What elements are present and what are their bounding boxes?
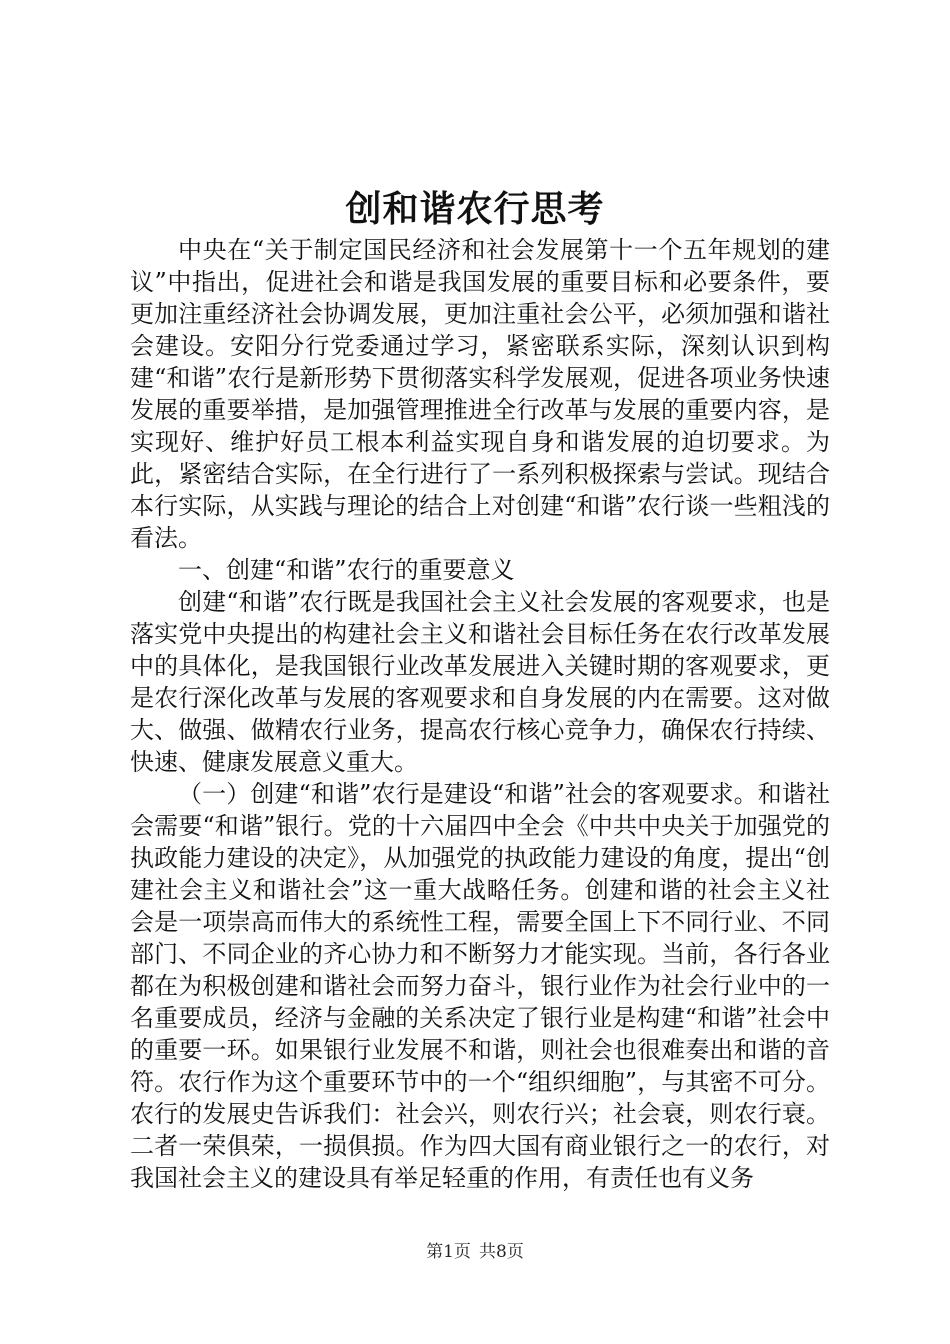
page-total: 共8页 [479,1242,524,1262]
document-title: 创和谐农行思考 [345,188,605,230]
page-number: 第1页 [426,1242,471,1262]
paragraph-intro: 中央在“关于制定国民经济和社会发展第十一个五年规划的建议”中指出，促进社会和谐是我国发展的重要目标和必要条件，要更加注重经济社会协调发展，更加注重社会公平，必须加强和谐社会建设。安阳分行党委通过学习，紧密联系实际，深刻认识到构建“和谐”农行是新形势下贯彻落实科学发展观，促进各项业务快速发展的重要举措，是加强管理推进全行改革与发展的重要内容，是实现好、维护好员工根本利益实现自身和谐发展的迫切要求。为此，紧密结合实际，在全行进行了一系列积极探索与尝试。现结合本行实际，从实践与理论的结合上对创建“和谐”农行谈一些粗浅的看法。 [130,236,830,552]
document-body [130,234,830,1194]
paragraph-subsection-1: （一）创建“和谐”农行是建设“和谐”社会的客观要求。和谐社会需要“和谐”银行。党的十六届四中全会《中共中央关于加强党的执政能力建设的决定》，从加强党的执政能力建设的角度，提出“创建社会主义和谐社会”这一重大战略任务。创建和谐的社会主义社会是一项崇高而伟大的系统性工程，需要全国上下不同行业、不同部门、不同企业的齐心协力和不断努力才能实现。当前，各行各业都在为积极创建和谐社会而努力奋斗，银行业作为社会行业中的一名重要成员，经济与金融的关系决定了银行业是构建“和谐”社会中的重要一环。如果银行业发展不和谐，则社会也很难奏出和谐的音符。农行作为这个重要环节中的一个“组织细胞”，与其密不可分。农行的发展史告诉我们：社会兴，则农行兴；社会衰，则农行衰。二者一荣俱荣，一损俱损。作为四大国有商业银行之一的农行，对我国社会主义的建设具有举足轻重的作用，有责任也有义务 [130,780,830,1192]
page-footer [0,1240,950,1264]
paragraph-significance: 创建“和谐”农行既是我国社会主义社会发展的客观要求，也是落实党中央提出的构建社会主义和谐社会目标任务在农行改革发展中的具体化，是我国银行业改革发展进入关键时期的客观要求，更是农行深化改革与发展的客观要求和自身发展的内在需要。这对做大、做强、做精农行业务，提高农行核心竞争力，确保农行持续、快速、健康发展意义重大。 [130,588,830,776]
section-heading-1: 一、创建“和谐”农行的重要意义 [178,556,515,584]
